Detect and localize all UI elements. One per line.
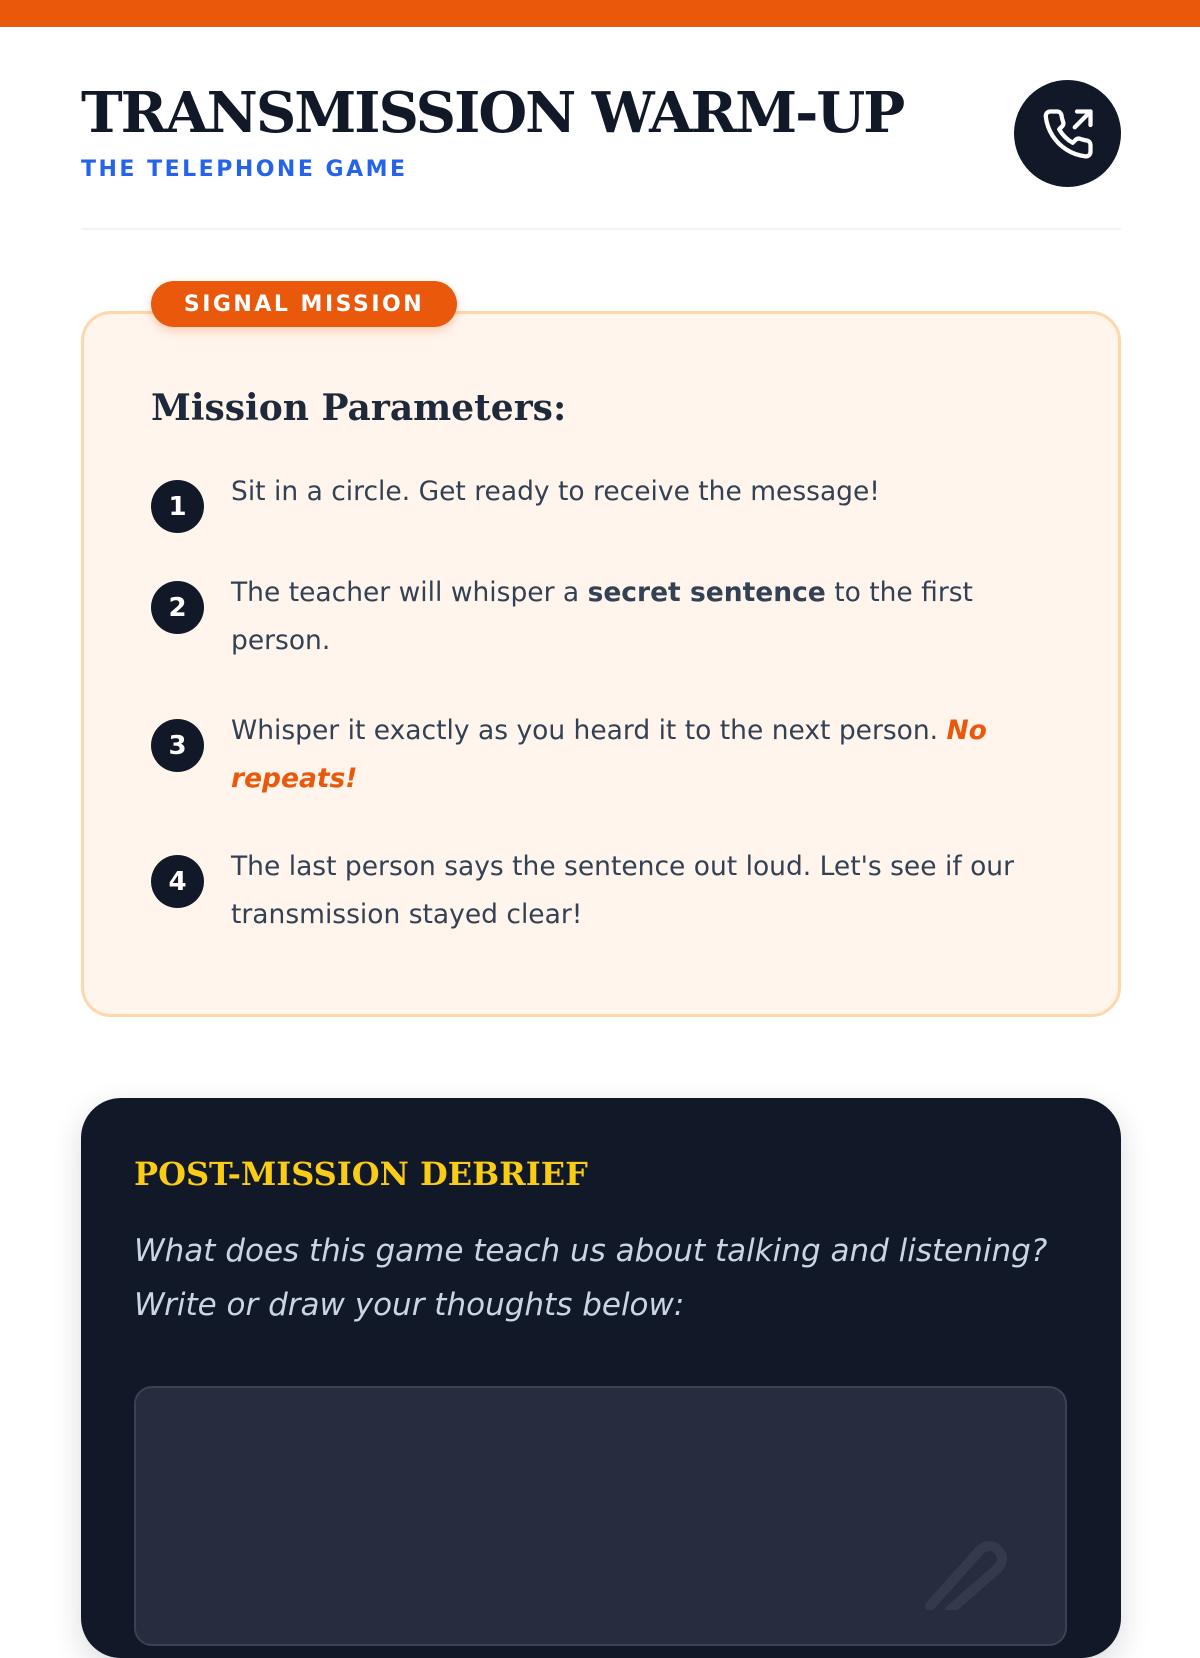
page-title: TRANSMISSION WARM-UP	[81, 80, 904, 146]
debrief-prompt: What does this game teach us about talking and listening? Write or draw your thoughts below:	[134, 1233, 1048, 1323]
top-accent-bar	[0, 0, 1200, 27]
header-divider	[81, 228, 1121, 230]
step-number-badge: 4	[151, 855, 204, 908]
step-text	[231, 569, 1051, 665]
step-text-alert: No repeats!	[231, 715, 987, 794]
step-number-badge: 1	[151, 480, 204, 533]
step-text-part: The teacher will whisper a	[231, 577, 588, 608]
step-text-part: Whisper it exactly as you heard it to the next person.	[231, 715, 947, 746]
step-number-badge: 2	[151, 581, 204, 634]
step-text-part: to the first person.	[231, 577, 973, 656]
step-number-badge: 3	[151, 719, 204, 772]
step-text: The last person says the sentence out loud. Let's see if our transmission stayed clear!	[231, 851, 1014, 930]
phone-call-button[interactable]	[1014, 80, 1121, 187]
mission-badge: SIGNAL MISSION	[151, 281, 457, 327]
debrief-title: POST-MISSION DEBRIEF	[134, 1155, 588, 1193]
step-text	[231, 707, 1051, 803]
page-subtitle: THE TELEPHONE GAME	[81, 157, 408, 182]
mission-heading: Mission Parameters:	[151, 387, 567, 429]
step-text-emphasis: secret sentence	[587, 577, 826, 608]
phone-outgoing-icon	[1041, 107, 1095, 161]
step-text: Sit in a circle. Get ready to receive the message!	[231, 476, 880, 507]
page-header	[81, 80, 1121, 230]
